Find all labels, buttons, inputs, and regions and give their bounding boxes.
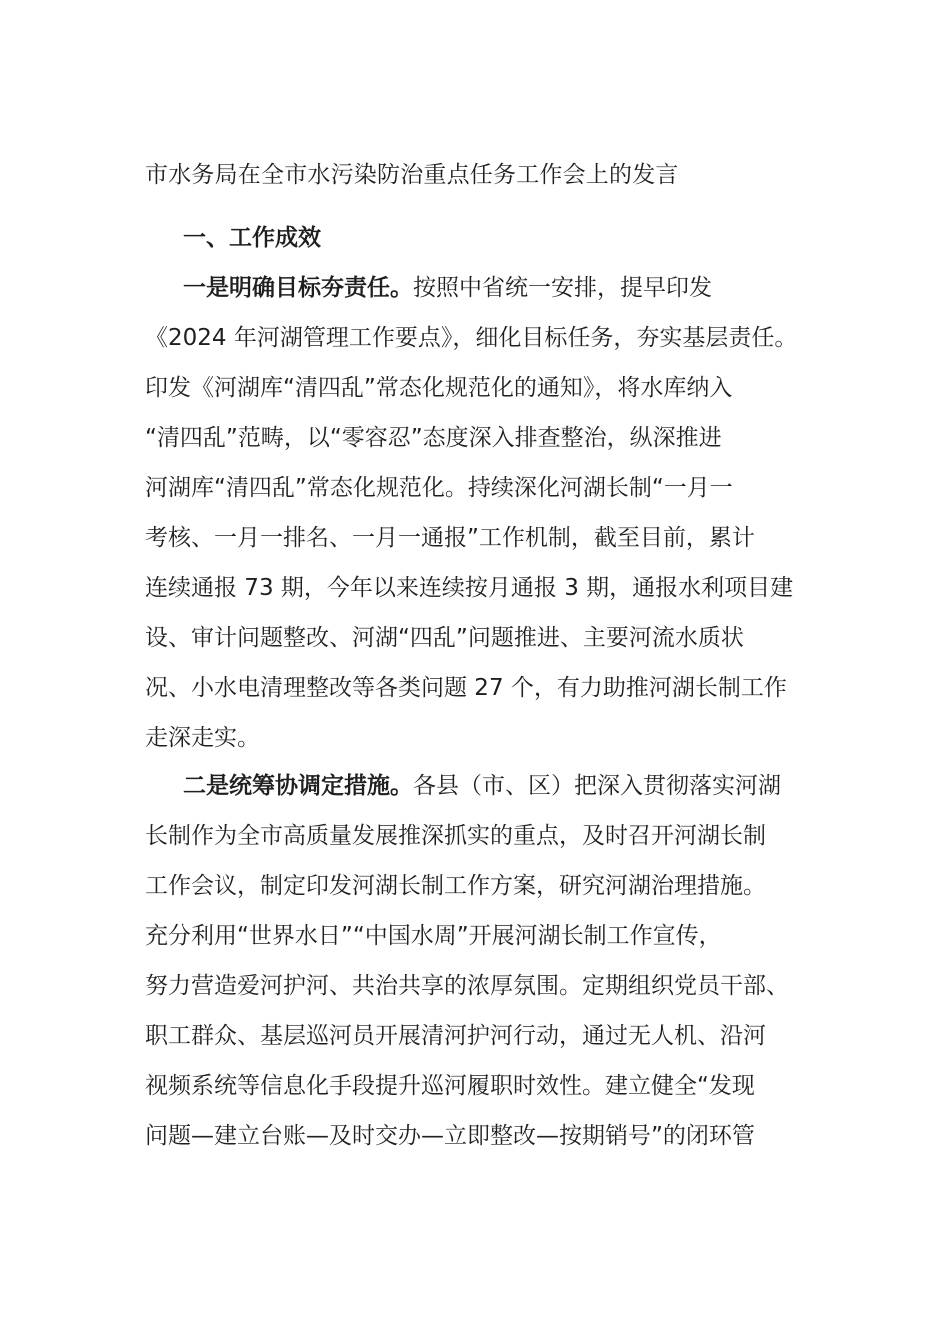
paragraph-line: 河湖库“清四乱”常态化规范化。持续深化河湖长制“一月一 — [145, 475, 733, 501]
paragraph-line: 设、审计问题整改、河湖“四乱”问题推进、主要河流水质状 — [145, 625, 744, 651]
paragraph-line: “清四乱”范畴，以“零容忍”态度深入排查整治，纵深推进 — [145, 425, 722, 451]
document-title: 市水务局在全市水污染防治重点任务工作会上的发言 — [145, 162, 679, 188]
paragraph-lead: 一是明确目标夯责任。 — [183, 275, 413, 301]
paragraph-1 — [145, 271, 825, 771]
paragraph-line: 工作会议，制定印发河湖长制工作方案，研究河湖治理措施。 — [145, 873, 766, 899]
paragraph-line: 《2024 年河湖管理工作要点》，细化目标任务，夯实基层责任。 — [145, 325, 798, 351]
paragraph-line: 视频系统等信息化手段提升巡河履职时效性。建立健全“发现 — [145, 1073, 755, 1099]
paragraph-2 — [145, 769, 825, 1169]
paragraph-line: 长制作为全市高质量发展推深抓实的重点，及时召开河湖长制 — [145, 823, 766, 849]
paragraph-line: 况、小水电清理整改等各类问题 27 个，有力助推河湖长制工作 — [145, 675, 787, 701]
paragraph-lead: 二是统筹协调定措施。 — [183, 773, 413, 799]
paragraph-text: 按照中省统一安排，提早印发 — [413, 275, 712, 301]
section-heading: 一、工作成效 — [183, 225, 321, 251]
paragraph-line: 问题—建立台账—及时交办—立即整改—按期销号”的闭环管 — [145, 1123, 755, 1149]
paragraph-line: 印发《河湖库“清四乱”常态化规范化的通知》，将水库纳入 — [145, 375, 733, 401]
paragraph-line: 连续通报 73 期，今年以来连续按月通报 3 期，通报水利项目建 — [145, 575, 794, 601]
paragraph-line: 职工群众、基层巡河员开展清河护河行动，通过无人机、沿河 — [145, 1023, 766, 1049]
paragraph-text: 各县（市、区）把深入贯彻落实河湖 — [413, 773, 781, 799]
paragraph-line: 考核、一月一排名、一月一通报”工作机制，截至目前，累计 — [145, 525, 755, 551]
paragraph-line — [145, 769, 825, 819]
paragraph-line: 走深走实。 — [145, 725, 260, 751]
paragraph-line: 充分利用“世界水日”“中国水周”开展河湖长制工作宣传， — [145, 923, 722, 949]
paragraph-line: 努力营造爱河护河、共治共享的浓厚氛围。定期组织党员干部、 — [145, 973, 789, 999]
paragraph-line — [145, 271, 825, 321]
